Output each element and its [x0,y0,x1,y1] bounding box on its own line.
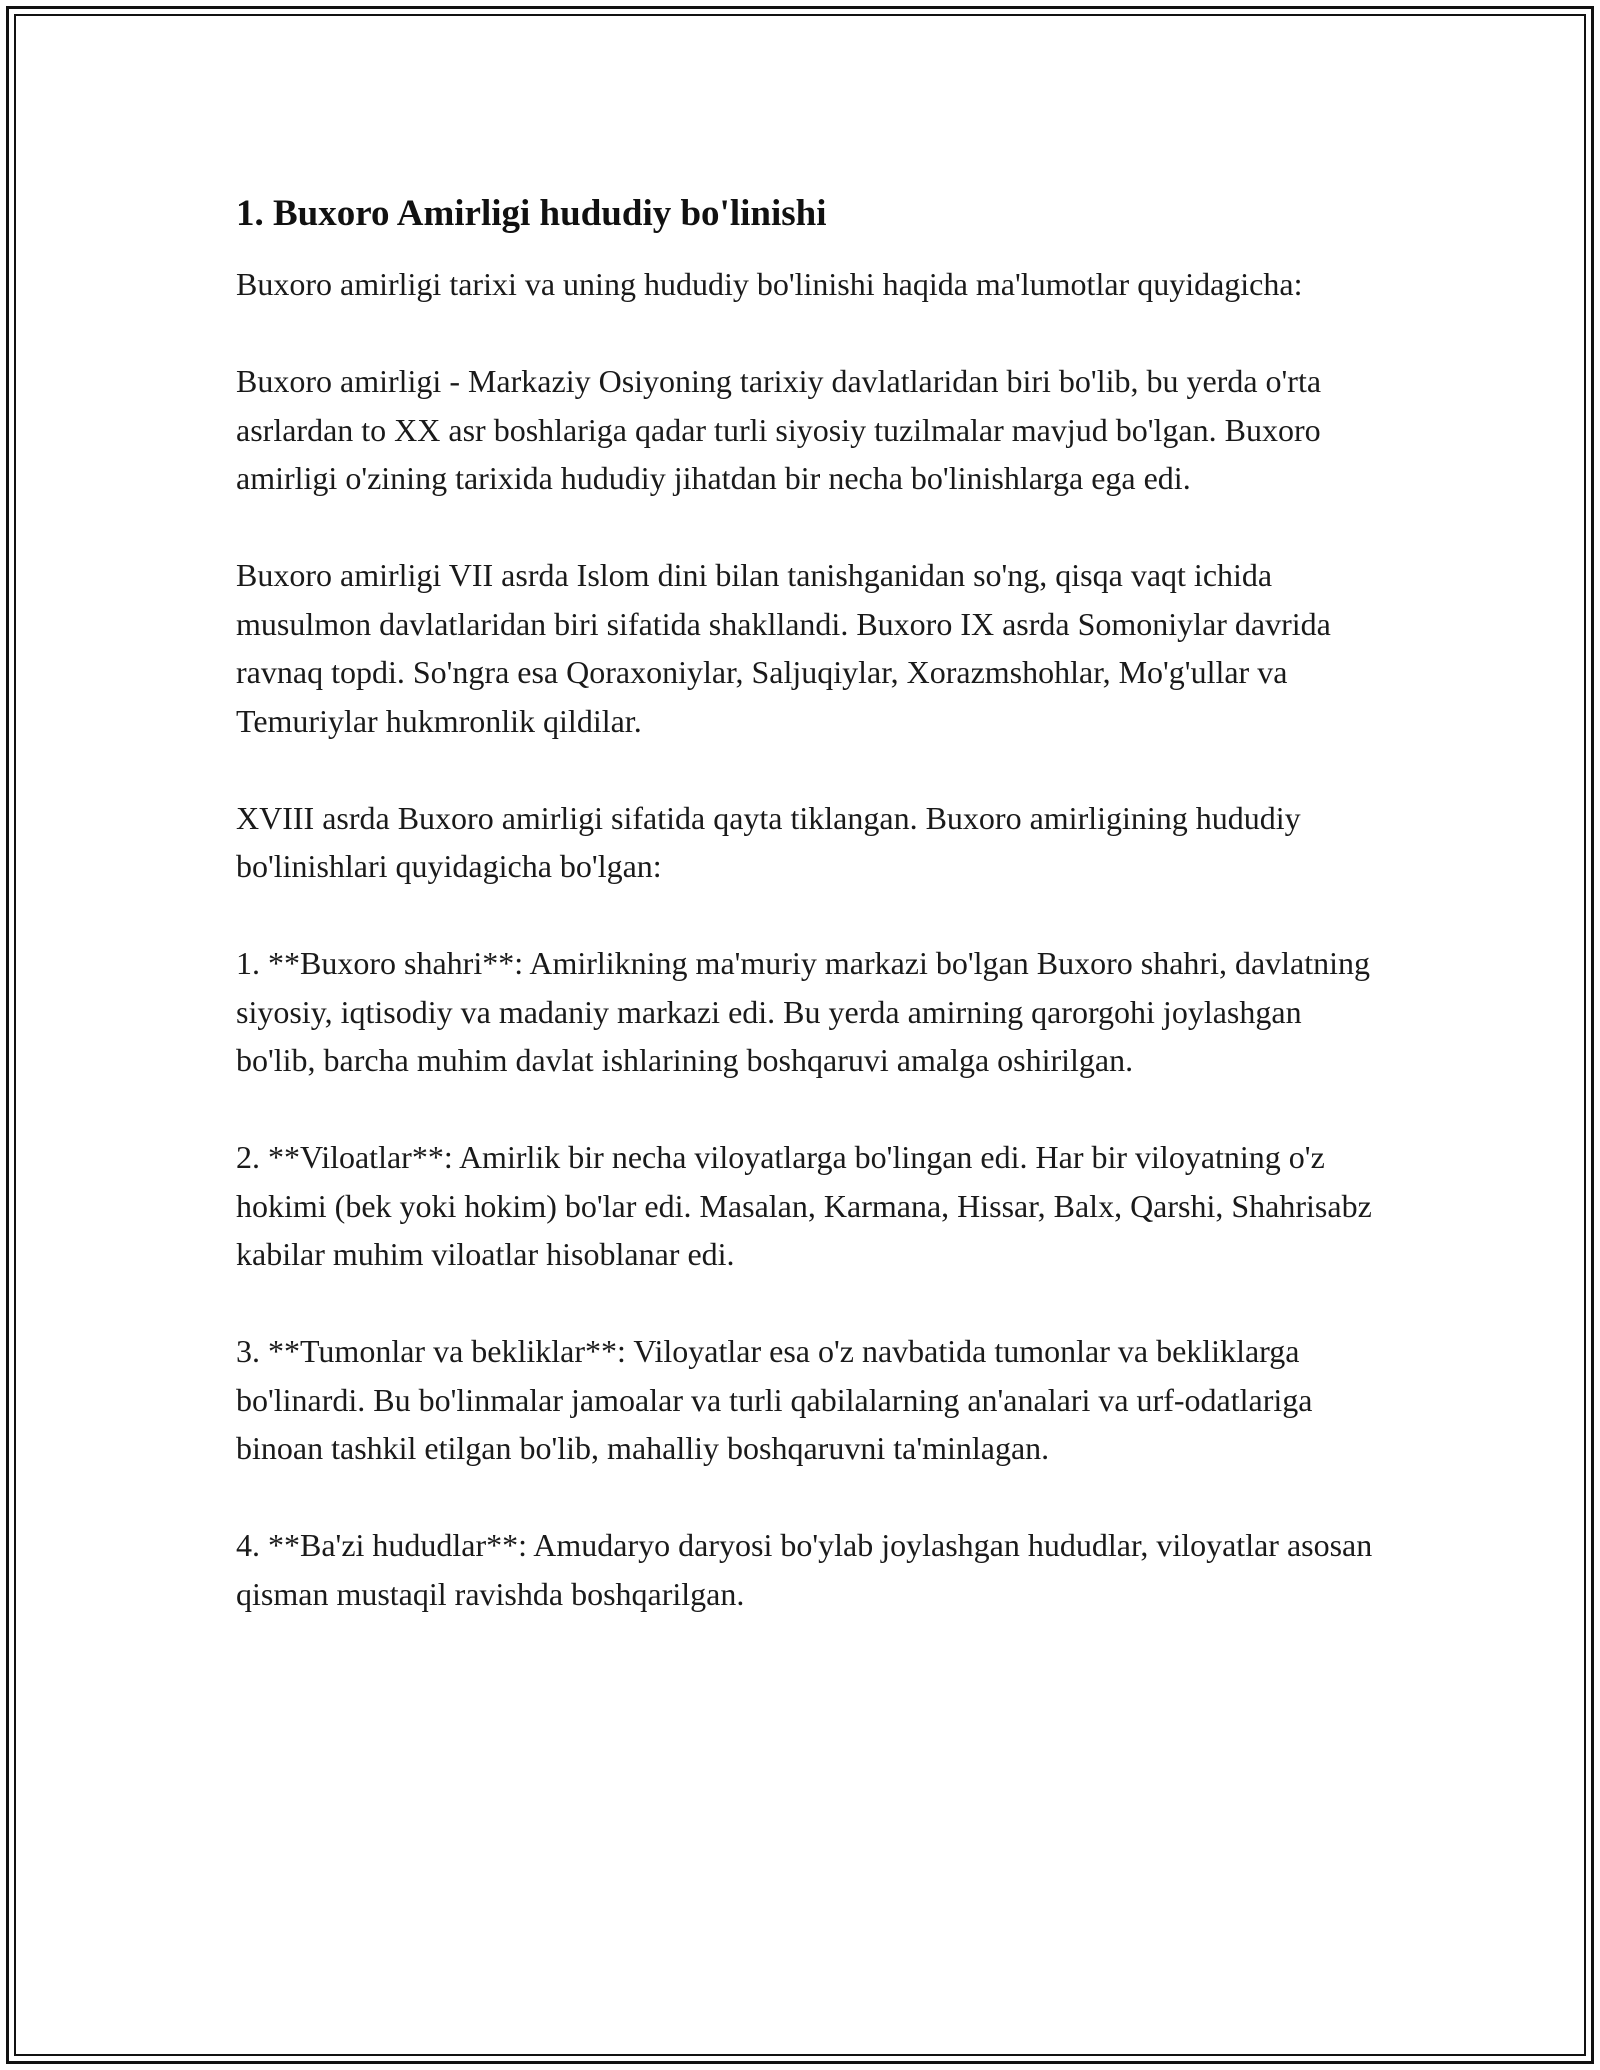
paragraph-divisions-intro: XVIII asrda Buxoro amirligi sifatida qayta tiklangan. Buxoro amirligining hududiy bo'linishlari quyidagicha bo'lgan: [236,799,1301,884]
paragraph-intro: Buxoro amirligi tarixi va uning hududiy bo'linishi haqida ma'lumotlar quyidagicha: [236,266,1303,302]
paragraph-overview: Buxoro amirligi - Markaziy Osiyoning tarixiy davlatlaridan biri bo'lib, bu yerda o'rta asrlardan to XX asr boshlariga qadar turli siyosiy tuzilmalar mavjud bo'lgan. Buxoro amirligi o'zining tarixida hududiy jihatdan bir necha bo'linishlarga ega edi. [236,363,1322,496]
list-item-tumonlar: 3. **Tumonlar va bekliklar**: Viloyatlar esa o'z navbatida tumonlar va bekliklarga bo'linardi. Bu bo'linmalar jamoalar va turli qabilalarning an'analari va urf-odatlariga binoan tashkil etilgan bo'lib, mahalliy boshqaruvni ta'minlagan. [236,1333,1313,1466]
list-item-hududlar: 4. **Ba'zi hududlar**: Amudaryo daryosi bo'ylab joylashgan hududlar, viloyatlar asosan qisman mustaqil ravishda boshqarilgan. [236,1527,1373,1612]
list-item-buxoro-shahri: 1. **Buxoro shahri**: Amirlikning ma'muriy markazi bo'lgan Buxoro shahri, davlatning siyosiy, iqtisodiy va madaniy markazi edi. Bu yerda amirning qarorgohi joylashgan bo'lib, barcha muhim davlat ishlarining boshqaruvi amalga oshirilgan. [236,945,1371,1078]
document-body [236,190,1386,1618]
paragraph-history: Buxoro amirligi VII asrda Islom dini bilan tanishganidan so'ng, qisqa vaqt ichida musulmon davlatlaridan biri sifatida shakllandi. Buxoro IX asrda Somoniylar davrida ravnaq topdi. So'ngra esa Qoraxoniylar, Saljuqiylar, Xorazmshohlar, Mo'g'ullar va Temuriylar hukmronlik qildilar. [236,557,1331,739]
list-item-viloatlar: 2. **Viloatlar**: Amirlik bir necha viloyatlarga bo'lingan edi. Har bir viloyatning o'z hokimi (bek yoki hokim) bo'lar edi. Masalan, Karmana, Hissar, Balx, Qarshi, Shahrisabz kabilar muhim viloatlar hisoblanar edi. [236,1139,1372,1272]
document-title: 1. Buxoro Amirligi hududiy bo'linishi [236,193,827,234]
